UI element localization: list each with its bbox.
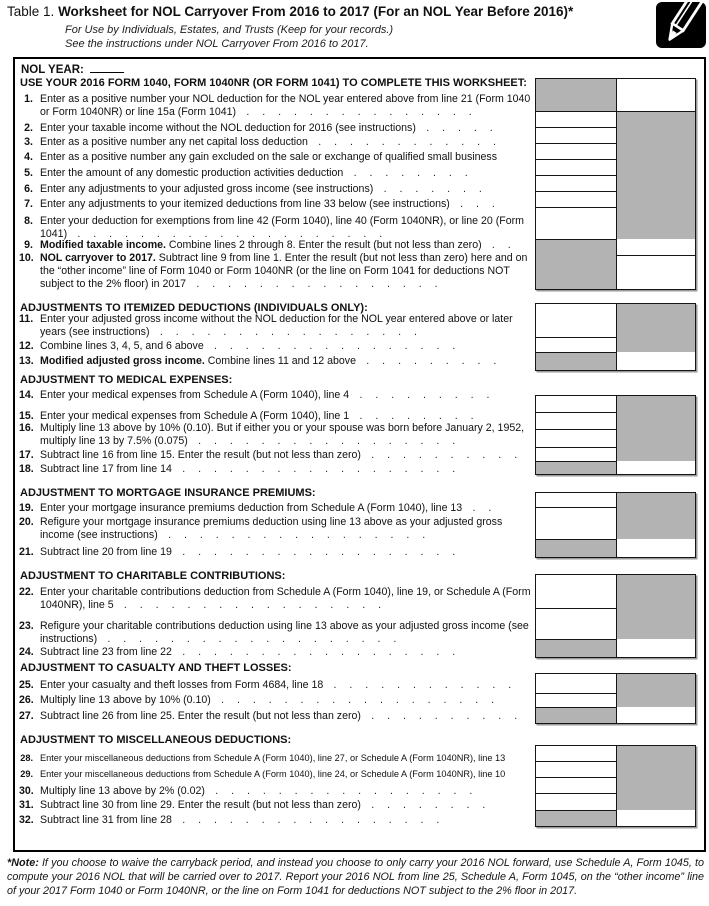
footnote: [7, 856, 704, 898]
line-26-box-row: [536, 693, 695, 707]
line-15-dot-leader: . . . . . . . .: [349, 410, 479, 422]
line-32-text: Subtract line 31 from line 28 . . . . . . . . . . . . . . . . .: [40, 814, 445, 826]
line-29-right-shaded-cell: [617, 761, 695, 777]
line-27-box-row: [536, 707, 695, 723]
line-12-number: 12.: [19, 340, 34, 352]
line-3: [19, 136, 533, 149]
line-5-left-amount-cell[interactable]: [536, 159, 617, 175]
line-7-left-amount-cell[interactable]: [536, 191, 617, 207]
line-10-dot-leader: . . . . . . . . . . . . . . . .: [186, 278, 443, 290]
line-22-right-shaded-cell: [617, 575, 695, 608]
line-31-left-amount-cell[interactable]: [536, 793, 617, 810]
line-1-dot-leader: . . . . . . . . . . . . . . .: [236, 106, 477, 118]
section-miscellaneous-deductions: ADJUSTMENT TO MISCELLANEOUS DEDUCTIONS:: [20, 734, 292, 746]
line-14: [19, 389, 533, 402]
line-8-dot-leader: . . . . . . . . . . . . . . . . . . . .: [67, 228, 388, 240]
line-9-text: Modified taxable income. Combine lines 2 through 8. Enter the result (but not less than zero) . .: [40, 239, 516, 251]
line-22: [19, 586, 533, 612]
line-1-box-row: [536, 79, 695, 111]
line-31: [19, 799, 533, 812]
section-itemized-deductions: ADJUSTMENTS TO ITEMIZED DEDUCTIONS (INDIVIDUALS ONLY):: [20, 302, 368, 314]
line-16-text: Multiply line 13 above by 10% (0.10). But if either you or your spouse was born before January 2, 1952, multiply line 13 by 7.5% (0.075) . . . . . . . . . . . . . . . . .: [40, 422, 525, 447]
line-25-right-shaded-cell: [617, 674, 695, 693]
line-15-number: 15.: [19, 410, 34, 422]
line-25-left-amount-cell[interactable]: [536, 674, 617, 693]
line-20-text: Refigure your mortgage insurance premiums deduction using line 13 above as your adjusted gross income (see instructions) . . . . . . . . . . . . . . . . .: [40, 516, 503, 541]
line-4-text: Enter as a positive number any gain excluded on the sale or exchange of qualified small business: [40, 151, 497, 163]
line-14-number: 14.: [19, 389, 34, 401]
line-16-left-amount-cell[interactable]: [536, 429, 617, 447]
line-17: [19, 449, 533, 462]
line-10-left-shaded-cell: [536, 255, 617, 289]
line-5: [19, 167, 533, 180]
line-20-dot-leader: . . . . . . . . . . . . . . . . .: [157, 529, 431, 541]
line-31-number: 31.: [19, 799, 34, 811]
line-19-dot-leader: . .: [462, 502, 497, 514]
line-25-box-row: [536, 674, 695, 693]
line-3-left-amount-cell[interactable]: [536, 127, 617, 143]
entry-box-group-2: [535, 303, 696, 371]
line-7-number: 7.: [24, 198, 33, 210]
line-16: [19, 422, 533, 448]
line-8-number: 8.: [24, 215, 33, 227]
line-18: [19, 463, 533, 476]
line-23-number: 23.: [19, 620, 34, 632]
entry-box-group-7: [535, 745, 696, 827]
line-28-text: Enter your miscellaneous deductions from Schedule A (Form 1040), line 27, or Schedule A (Form 1040NR), line 13: [40, 753, 506, 763]
line-6-text: Enter any adjustments to your adjusted gross income (see instructions) . . . . . . .: [40, 183, 487, 195]
line-21-box-row: [536, 539, 695, 557]
line-10-text: NOL carryover to 2017. Subtract line 9 from line 1. Enter the result (but not less than zero) here and on the “other income” line of Form 1040 or Form 1040NR (or the line on Form 1041 for deductions NOT subject to the 2% floor) in 2017 . . . . . . . . . . . . . . . .: [40, 252, 528, 290]
line-17-left-amount-cell[interactable]: [536, 447, 617, 461]
line-6-right-shaded-cell: [617, 175, 695, 191]
line-4-number: 4.: [24, 151, 33, 163]
line-23-left-amount-cell[interactable]: [536, 608, 617, 639]
line-5-right-shaded-cell: [617, 159, 695, 175]
line-19-number: 19.: [19, 502, 34, 514]
line-2-left-amount-cell[interactable]: [536, 111, 617, 127]
line-21: [19, 546, 533, 559]
line-6-number: 6.: [24, 183, 33, 195]
table-label: Table 1.: [7, 4, 55, 19]
line-22-box-row: [536, 575, 695, 608]
line-28: [19, 752, 533, 765]
line-18-dot-leader: . . . . . . . . . . . . . . . . . .: [171, 463, 461, 475]
line-9-dot-leader: . .: [481, 239, 516, 251]
line-28-number: 28.: [20, 753, 33, 763]
line-32-number: 32.: [19, 814, 34, 826]
line-30: [19, 785, 533, 798]
line-6-box-row: [536, 175, 695, 191]
line-11-left-amount-cell[interactable]: [536, 304, 617, 337]
line-12-right-shaded-cell: [617, 337, 695, 352]
line-14-text: Enter your medical expenses from Schedule A (Form 1040), line 4 . . . . . . . . .: [40, 389, 495, 401]
line-32-dot-leader: . . . . . . . . . . . . . . . . .: [171, 814, 445, 826]
line-1-left-shaded-cell: [536, 79, 617, 111]
line-25-text: Enter your casualty and theft losses from Form 4684, line 18 . . . . . . . . . . . .: [40, 679, 517, 691]
line-24-number: 24.: [19, 646, 34, 658]
line-22-number: 22.: [19, 586, 34, 598]
line-27-number: 27.: [19, 710, 34, 722]
line-8-text: Enter your deduction for exemptions from line 42 (Form 1040), line 40 (Form 1040NR), or line 20 (Form 1041) . . . . . . . . . . . . . . . . . . . .: [40, 215, 524, 240]
line-18-left-shaded-cell: [536, 461, 617, 474]
line-19-text: Enter your mortgage insurance premiums deduction from Schedule A (Form 1040), line 13 . .: [40, 502, 497, 514]
line-28-left-amount-cell[interactable]: [536, 746, 617, 761]
line-14-box-row: [536, 396, 695, 412]
line-21-dot-leader: . . . . . . . . . . . . . . . . . .: [171, 546, 461, 558]
line-2-box-row: [536, 111, 695, 127]
line-30-right-shaded-cell: [617, 777, 695, 793]
line-23-box-row: [536, 608, 695, 639]
line-16-right-shaded-cell: [617, 429, 695, 447]
line-13-dot-leader: . . . . . . . . .: [356, 355, 502, 367]
line-4: [19, 151, 533, 164]
line-18-number: 18.: [19, 463, 34, 475]
line-3-right-shaded-cell: [617, 127, 695, 143]
line-7: [19, 198, 533, 211]
line-11-right-shaded-cell: [617, 304, 695, 337]
line-9-number: 9.: [24, 239, 33, 251]
line-31-box-row: [536, 793, 695, 810]
line-26-right-shaded-cell: [617, 693, 695, 707]
footnote-text: If you choose to waive the carryback period, and instead you choose to only carry your 2016 NOL forward, use Schedule A, Form 1045, to compute your 2016 NOL that will be carried over to 2017. Report your 2016 NOL from line 25, Schedule A, Form 1045, on the “other income” line of your 2017 Form 1040 or Form 1040NR, or the line on Form 1041 for deductions NOT subject to the 2% floor in 2017.: [7, 857, 705, 897]
line-8-box-row: [536, 207, 695, 239]
line-9-left-shaded-cell: [536, 239, 617, 255]
line-28-right-shaded-cell: [617, 746, 695, 761]
line-30-number: 30.: [19, 785, 34, 797]
line-13: [19, 355, 533, 368]
page-subtitle-1: For Use by Individuals, Estates, and Trusts (Keep for your records.): [65, 24, 394, 36]
line-17-dot-leader: . . . . . . . . . .: [360, 449, 523, 461]
line-6-left-amount-cell[interactable]: [536, 175, 617, 191]
entry-box-group-6: [535, 673, 696, 724]
line-16-box-row: [536, 429, 695, 447]
line-13-left-shaded-cell: [536, 352, 617, 370]
line-6-dot-leader: . . . . . . .: [373, 183, 487, 195]
line-15-box-row: [536, 412, 695, 429]
line-3-number: 3.: [24, 136, 33, 148]
line-3-box-row: [536, 127, 695, 143]
line-27-text: Subtract line 26 from line 25. Enter the result (but not less than zero) . . . . . . . . . .: [40, 710, 523, 722]
line-15-right-shaded-cell: [617, 412, 695, 429]
line-13-number: 13.: [19, 355, 34, 367]
line-24-left-shaded-cell: [536, 639, 617, 657]
line-19-box-row: [536, 493, 695, 507]
pencil-icon: [656, 2, 706, 48]
line-5-text: Enter the amount of any domestic production activities deduction . . . . . . . .: [40, 167, 473, 179]
line-26-dot-leader: . . . . . . . . . . . . . . . . . .: [210, 694, 500, 706]
line-16-number: 16.: [19, 422, 34, 434]
line-26: [19, 694, 533, 707]
line-26-number: 26.: [19, 694, 34, 706]
line-29-box-row: [536, 761, 695, 777]
line-17-text: Subtract line 16 from line 15. Enter the result (but not less than zero) . . . . . . . . . .: [40, 449, 523, 461]
line-27-left-shaded-cell: [536, 707, 617, 723]
line-13-box-row: [536, 352, 695, 370]
line-18-text: Subtract line 17 from line 14 . . . . . . . . . . . . . . . . . .: [40, 463, 461, 475]
line-14-dot-leader: . . . . . . . . .: [349, 389, 495, 401]
line-7-dot-leader: . . .: [449, 198, 500, 210]
line-31-dot-leader: . . . . . . . .: [360, 799, 491, 811]
section-use-your-2016: USE YOUR 2016 FORM 1040, FORM 1040NR (OR FORM 1041) TO COMPLETE THIS WORKSHEET:: [20, 77, 527, 89]
line-5-number: 5.: [24, 167, 33, 179]
line-2-number: 2.: [24, 122, 33, 134]
line-31-right-shaded-cell: [617, 793, 695, 810]
nol-year-label: NOL YEAR:: [21, 64, 84, 76]
line-18-box-row: [536, 461, 695, 474]
line-11-dot-leader: . . . . . . . . . . . . . . . . .: [149, 326, 422, 338]
section-charitable-contributions: ADJUSTMENT TO CHARITABLE CONTRIBUTIONS:: [20, 570, 286, 582]
line-10: [19, 252, 533, 291]
line-9-box-row: [536, 239, 695, 255]
line-32-box-row: [536, 810, 695, 826]
line-12: [19, 340, 533, 353]
line-11: [19, 313, 533, 339]
line-9: [19, 239, 533, 252]
line-23: [19, 620, 533, 646]
line-21-right-amount-cell[interactable]: [617, 539, 695, 557]
line-19-left-amount-cell[interactable]: [536, 493, 617, 507]
line-29-number: 29.: [20, 769, 33, 779]
line-7-box-row: [536, 191, 695, 207]
line-24-text: Subtract line 23 from line 22 . . . . . . . . . . . . . . . . . .: [40, 646, 461, 658]
line-8: [19, 215, 533, 241]
line-14-right-shaded-cell: [617, 396, 695, 412]
page-title-row: [7, 4, 573, 19]
line-24: [19, 646, 533, 659]
line-17-number: 17.: [19, 449, 34, 461]
line-2-dot-leader: . . . . .: [415, 122, 498, 134]
line-7-text: Enter any adjustments to your itemized deductions from line 33 below (see instructions) . . .: [40, 198, 500, 210]
line-13-text: Modified adjusted gross income. Combine lines 11 and 12 above . . . . . . . . .: [40, 355, 502, 367]
line-24-box-row: [536, 639, 695, 657]
section-medical-expenses: ADJUSTMENT TO MEDICAL EXPENSES:: [20, 374, 233, 386]
line-28-box-row: [536, 746, 695, 761]
page-title: Worksheet for NOL Carryover From 2016 to 2017 (For an NOL Year Before 2016)*: [58, 4, 574, 19]
nol-year-input[interactable]: [90, 61, 124, 73]
entry-box-group-1: [535, 78, 696, 290]
line-11-number: 11.: [19, 313, 34, 325]
line-2: [19, 122, 533, 135]
line-7-right-shaded-cell: [617, 191, 695, 207]
nol-year-row: [21, 61, 124, 76]
line-21-number: 21.: [19, 546, 34, 558]
line-32: [19, 814, 533, 827]
line-2-right-shaded-cell: [617, 111, 695, 127]
line-10-right-amount-cell[interactable]: [617, 255, 695, 289]
line-21-text: Subtract line 20 from line 19 . . . . . . . . . . . . . . . . . .: [40, 546, 461, 558]
line-22-left-amount-cell[interactable]: [536, 575, 617, 608]
entry-box-group-3: [535, 395, 696, 475]
line-17-right-shaded-cell: [617, 447, 695, 461]
line-4-box-row: [536, 143, 695, 159]
line-1-text: Enter as a positive number your NOL deduction for the NOL year entered above from line 21 (Form 1040 or Form 1040NR) or line 15a (Form 1041) . . . . . . . . . . . . . . .: [40, 93, 531, 118]
line-12-left-amount-cell[interactable]: [536, 337, 617, 352]
line-20: [19, 516, 533, 542]
line-3-text: Enter as a positive number any net capital loss deduction . . . . . . . . . . . .: [40, 136, 501, 148]
page-subtitle-2: See the instructions under NOL Carryover From 2016 to 2017.: [65, 38, 369, 50]
line-15-text: Enter your medical expenses from Schedule A (Form 1040), line 1 . . . . . . . .: [40, 410, 479, 422]
line-30-box-row: [536, 777, 695, 793]
line-30-left-amount-cell[interactable]: [536, 777, 617, 793]
line-30-dot-leader: . . . . . . . . . . . . . . . . .: [204, 785, 478, 797]
line-32-right-amount-cell[interactable]: [617, 810, 695, 826]
line-31-text: Subtract line 30 from line 29. Enter the result (but not less than zero) . . . . . . . .: [40, 799, 491, 811]
line-18-right-amount-cell[interactable]: [617, 461, 695, 474]
line-8-right-shaded-cell: [617, 207, 695, 239]
line-1-right-amount-cell[interactable]: [617, 79, 695, 111]
line-8-left-amount-cell[interactable]: [536, 207, 617, 239]
line-29: [19, 768, 533, 781]
line-13-right-amount-cell[interactable]: [617, 352, 695, 370]
entry-box-group-4: [535, 492, 696, 558]
line-26-left-amount-cell[interactable]: [536, 693, 617, 707]
line-24-dot-leader: . . . . . . . . . . . . . . . . . .: [171, 646, 461, 658]
line-22-text: Enter your charitable contributions deduction from Schedule A (Form 1040), line 19, or Schedule A (Form 1040NR), line 5 . . . . . . . . . . . . . . . . .: [40, 586, 531, 611]
line-20-number: 20.: [19, 516, 34, 528]
line-3-dot-leader: . . . . . . . . . . . .: [307, 136, 501, 148]
line-2-text: Enter your taxable income without the NOL deduction for 2016 (see instructions) . . . . .: [40, 122, 498, 134]
line-4-right-shaded-cell: [617, 143, 695, 159]
line-5-dot-leader: . . . . . . . .: [343, 167, 473, 179]
line-12-dot-leader: . . . . . . . . . . . . . . . .: [203, 340, 461, 352]
line-29-left-amount-cell[interactable]: [536, 761, 617, 777]
line-25: [19, 679, 533, 692]
line-27-right-amount-cell[interactable]: [617, 707, 695, 723]
line-23-dot-leader: . . . . . . . . . . . . . . . . . . .: [97, 633, 402, 645]
line-25-dot-leader: . . . . . . . . . . . .: [323, 679, 517, 691]
line-26-text: Multiply line 13 above by 10% (0.10) . . . . . . . . . . . . . . . . . .: [40, 694, 500, 706]
line-11-text: Enter your adjusted gross income without the NOL deduction for the NOL year entered above or later years (see instructions) . . . . . . . . . . . . . . . . .: [40, 313, 513, 338]
section-mortgage-insurance: ADJUSTMENT TO MORTGAGE INSURANCE PREMIUMS:: [20, 487, 316, 499]
line-10-number: 10.: [19, 252, 34, 264]
line-12-text: Combine lines 3, 4, 5, and 6 above . . . . . . . . . . . . . . . .: [40, 340, 461, 352]
line-16-dot-leader: . . . . . . . . . . . . . . . . .: [187, 435, 461, 447]
line-23-right-shaded-cell: [617, 608, 695, 639]
line-1-number: 1.: [24, 93, 33, 105]
line-5-box-row: [536, 159, 695, 175]
line-15-left-amount-cell[interactable]: [536, 412, 617, 429]
line-14-left-amount-cell[interactable]: [536, 396, 617, 412]
line-27-dot-leader: . . . . . . . . . .: [360, 710, 523, 722]
line-21-left-shaded-cell: [536, 539, 617, 557]
line-25-number: 25.: [19, 679, 34, 691]
line-19: [19, 502, 533, 515]
line-1: [19, 93, 533, 119]
line-11-box-row: [536, 304, 695, 337]
line-30-text: Multiply line 13 above by 2% (0.02) . . . . . . . . . . . . . . . . .: [40, 785, 478, 797]
line-10-box-row: [536, 255, 695, 289]
line-32-left-shaded-cell: [536, 810, 617, 826]
line-4-left-amount-cell[interactable]: [536, 143, 617, 159]
line-27: [19, 710, 533, 723]
line-12-box-row: [536, 337, 695, 352]
line-23-text: Refigure your charitable contributions deduction using line 13 above as your adjusted gross income (see instructions) . . . . . . . . . . . . . . . . . . .: [40, 620, 529, 645]
line-6: [19, 183, 533, 196]
footnote-label: *Note:: [7, 857, 39, 869]
line-22-dot-leader: . . . . . . . . . . . . . . . . .: [113, 599, 387, 611]
line-29-text: Enter your miscellaneous deductions from Schedule A (Form 1040), line 24, or Schedule A (Form 1040NR), line 10: [40, 769, 506, 779]
line-20-left-amount-cell[interactable]: [536, 507, 617, 539]
line-19-right-shaded-cell: [617, 493, 695, 507]
line-9-right-amount-cell[interactable]: [617, 239, 695, 255]
entry-box-group-5: [535, 574, 696, 658]
line-17-box-row: [536, 447, 695, 461]
line-20-right-shaded-cell: [617, 507, 695, 539]
line-24-right-amount-cell[interactable]: [617, 639, 695, 657]
line-20-box-row: [536, 507, 695, 539]
section-casualty-theft-losses: ADJUSTMENT TO CASUALTY AND THEFT LOSSES:: [20, 662, 292, 674]
